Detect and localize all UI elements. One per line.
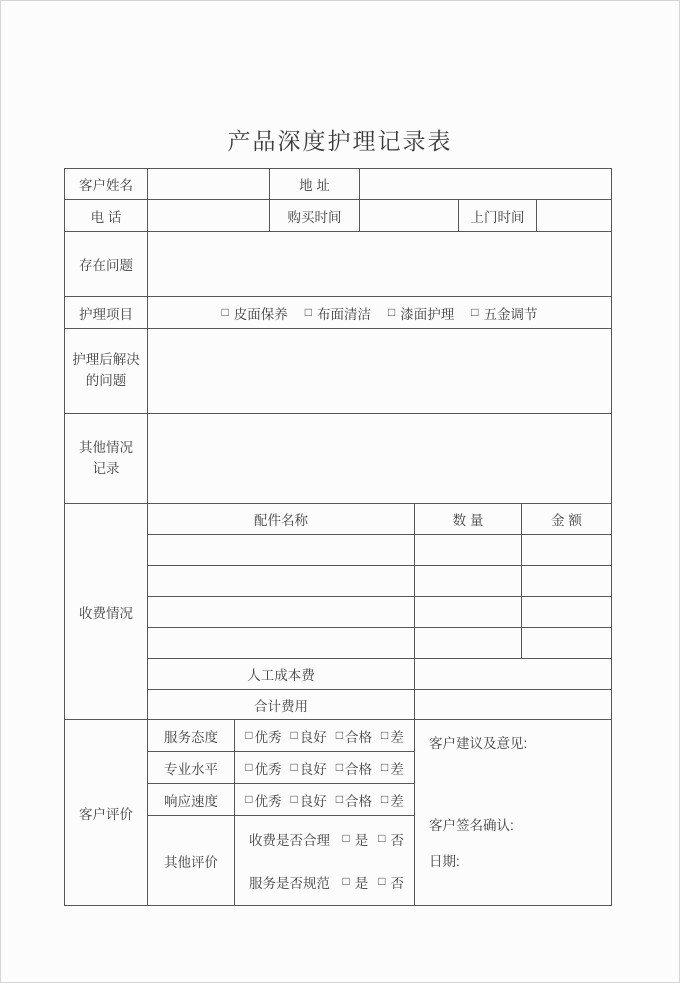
care-record-table — [64, 168, 612, 906]
no-option[interactable] — [378, 872, 404, 892]
no-option-label: 否 — [390, 833, 404, 848]
charge-amount-cell[interactable] — [522, 628, 612, 659]
other-records-label: 其他情况 记录 — [65, 414, 148, 504]
charges-col-amount: 金 额 — [522, 504, 612, 535]
existing-problems-label: 存在问题 — [65, 232, 148, 297]
charges-col-qty: 数 量 — [415, 504, 522, 535]
rating-option-label: 良好 — [299, 793, 327, 809]
address-label: 地 址 — [270, 169, 360, 200]
total-cost-label: 合计费用 — [148, 690, 415, 720]
charge-accessory-cell[interactable] — [148, 597, 415, 628]
no-option[interactable] — [378, 829, 404, 849]
rating-option-label: 差 — [390, 729, 404, 745]
rating-option-poor[interactable] — [381, 758, 404, 778]
rating-option-excellent[interactable] — [245, 790, 281, 810]
care-option-leather[interactable] — [222, 303, 288, 323]
customer-name-value-cell[interactable] — [148, 169, 270, 200]
labor-cost-label: 人工成本费 — [148, 659, 415, 690]
charge-amount-cell[interactable] — [522, 597, 612, 628]
total-cost-value-cell[interactable] — [415, 690, 612, 720]
rating-option-excellent[interactable] — [245, 758, 281, 778]
checkbox-icon[interactable]: □ — [304, 304, 312, 319]
checkbox-icon[interactable]: □ — [245, 759, 253, 774]
purchase-time-value-cell[interactable] — [360, 200, 459, 232]
rating-option-pass[interactable] — [336, 758, 372, 778]
phone-label: 电 话 — [65, 200, 148, 232]
checkbox-icon[interactable]: □ — [245, 727, 253, 742]
yes-option-label: 是 — [354, 833, 369, 848]
rating-label-service-attitude: 服务态度 — [148, 720, 235, 752]
no-option-label: 否 — [390, 876, 404, 891]
checkbox-icon[interactable]: □ — [342, 874, 350, 888]
yes-option-label: 是 — [354, 876, 369, 891]
rating-option-label: 差 — [390, 761, 404, 777]
checkbox-icon[interactable]: □ — [290, 759, 298, 774]
charge-accessory-cell[interactable] — [148, 566, 415, 597]
visit-time-label: 上门时间 — [459, 200, 537, 232]
rating-label-response-speed: 响应速度 — [148, 784, 235, 816]
care-option-fabric[interactable] — [305, 303, 371, 323]
checkbox-icon[interactable]: □ — [471, 304, 479, 319]
checkbox-icon[interactable]: □ — [381, 727, 389, 742]
question-service-standard-label: 服务是否规范 — [249, 876, 330, 891]
care-option-label: 五金调节 — [483, 306, 538, 322]
checkbox-icon[interactable]: □ — [335, 791, 343, 806]
rating-option-label: 合格 — [345, 729, 372, 745]
charge-qty-cell[interactable] — [415, 628, 522, 659]
charge-amount-cell[interactable] — [522, 566, 612, 597]
rating-option-good[interactable] — [291, 790, 327, 810]
checkbox-icon[interactable]: □ — [378, 831, 386, 845]
rating-option-good[interactable] — [291, 726, 327, 746]
checkbox-icon[interactable]: □ — [378, 874, 386, 888]
rating-option-label: 优秀 — [254, 761, 282, 777]
rating-option-poor[interactable] — [381, 790, 404, 810]
customer-name-label: 客户姓名 — [65, 169, 148, 200]
rating-option-pass[interactable] — [336, 790, 372, 810]
charges-section-label: 收费情况 — [65, 504, 148, 720]
signature-label: 客户签名确认: — [429, 818, 514, 833]
charges-col-accessory: 配件名称 — [148, 504, 415, 535]
checkbox-icon[interactable]: □ — [388, 304, 396, 319]
charge-accessory-cell[interactable] — [148, 535, 415, 566]
rating-option-pass[interactable] — [336, 726, 372, 746]
checkbox-icon[interactable]: □ — [342, 831, 350, 845]
rating-option-label: 合格 — [345, 793, 372, 809]
rating-option-label: 合格 — [345, 761, 372, 777]
address-value-cell[interactable] — [360, 169, 612, 200]
checkbox-icon[interactable]: □ — [335, 727, 343, 742]
charge-amount-cell[interactable] — [522, 535, 612, 566]
date-label: 日期: — [429, 854, 460, 869]
existing-problems-value-cell[interactable] — [148, 232, 612, 297]
rating-options-cell — [235, 784, 415, 816]
rating-option-label: 优秀 — [254, 729, 282, 745]
rating-option-poor[interactable] — [381, 726, 404, 746]
visit-time-value-cell[interactable] — [537, 200, 612, 232]
other-records-value-cell[interactable] — [148, 414, 612, 504]
rating-options-cell — [235, 720, 415, 752]
yes-option[interactable] — [343, 829, 369, 849]
yes-option[interactable] — [343, 872, 369, 892]
rating-option-label: 良好 — [299, 729, 327, 745]
solved-problems-label: 护理后解决 的问题 — [65, 329, 148, 414]
checkbox-icon[interactable]: □ — [290, 791, 298, 806]
rating-label-professional-level: 专业水平 — [148, 752, 235, 784]
charge-qty-cell[interactable] — [415, 566, 522, 597]
page-title: 产品深度护理记录表 — [227, 128, 453, 154]
rating-option-label: 优秀 — [254, 793, 282, 809]
purchase-time-label: 购买时间 — [270, 200, 360, 232]
suggestion-label: 客户建议及意见: — [429, 736, 528, 751]
evaluation-section-label: 客户评价 — [65, 720, 148, 906]
care-option-hardware[interactable] — [471, 303, 537, 323]
care-option-label: 布面清洁 — [317, 306, 371, 322]
customer-feedback-cell[interactable] — [415, 720, 612, 906]
rating-option-label: 差 — [390, 793, 404, 809]
checkbox-icon[interactable]: □ — [290, 727, 298, 742]
checkbox-icon[interactable]: □ — [381, 759, 389, 774]
question-fee-reasonable-label: 收费是否合理 — [249, 833, 330, 848]
checkbox-icon[interactable]: □ — [381, 791, 389, 806]
labor-cost-value-cell[interactable] — [415, 659, 612, 690]
checkbox-icon[interactable]: □ — [245, 791, 253, 806]
charge-accessory-cell[interactable] — [148, 628, 415, 659]
care-option-label: 漆面护理 — [400, 306, 455, 322]
phone-value-cell[interactable] — [148, 200, 270, 232]
charge-qty-cell[interactable] — [415, 597, 522, 628]
care-items-options-cell — [148, 297, 612, 329]
rating-option-good[interactable] — [291, 758, 327, 778]
rating-option-excellent[interactable] — [245, 726, 281, 746]
other-evaluation-cell — [235, 816, 415, 906]
checkbox-icon[interactable]: □ — [335, 759, 343, 774]
charge-qty-cell[interactable] — [415, 535, 522, 566]
care-option-paint[interactable] — [388, 303, 454, 323]
checkbox-icon[interactable]: □ — [221, 304, 229, 319]
rating-option-label: 良好 — [299, 761, 327, 777]
solved-problems-value-cell[interactable] — [148, 329, 612, 414]
care-option-label: 皮面保养 — [233, 306, 288, 322]
other-evaluation-label: 其他评价 — [148, 816, 235, 906]
care-items-label: 护理项目 — [65, 297, 148, 329]
rating-options-cell — [235, 752, 415, 784]
